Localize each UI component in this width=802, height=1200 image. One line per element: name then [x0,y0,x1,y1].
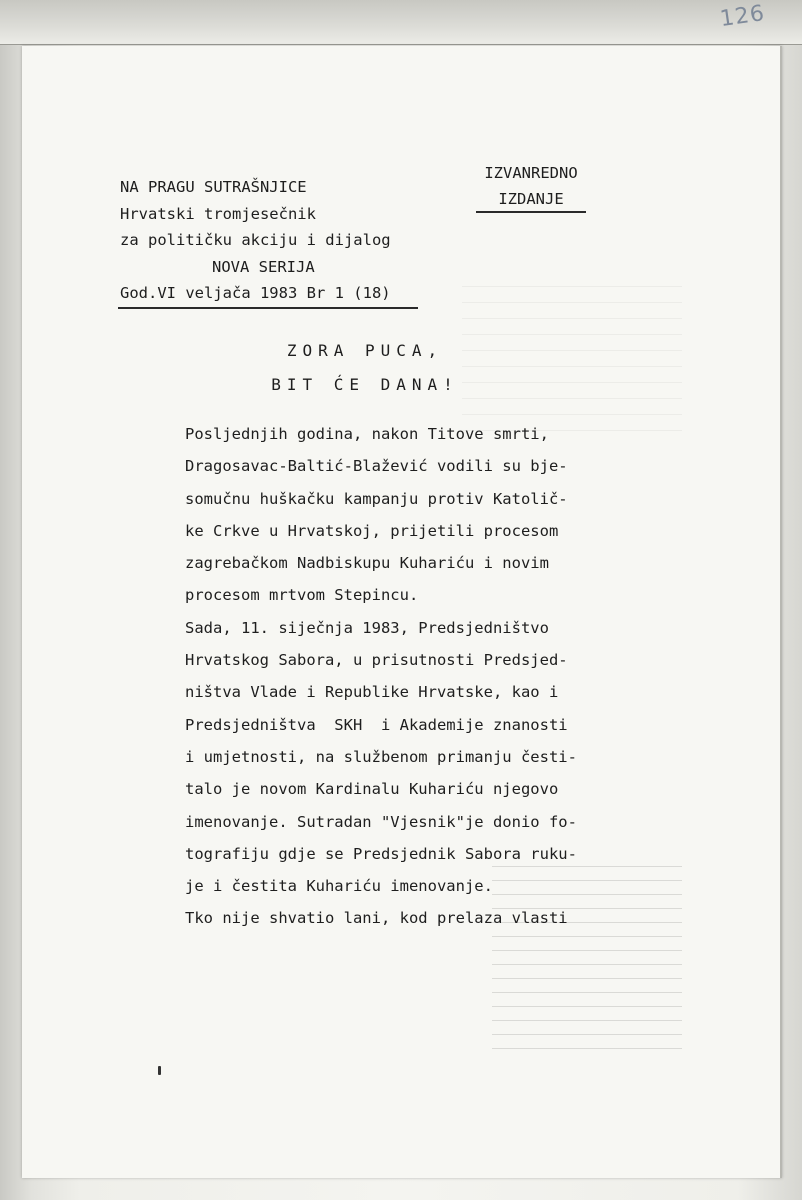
special-edition-line1: IZVANREDNO [484,164,578,182]
handwritten-page-number: 126 [718,0,767,33]
special-edition-line2: IZDANJE [498,190,564,208]
body-line: Predsjedništva SKH i Akademije znanosti [185,715,568,734]
special-edition-label [476,160,586,212]
body-line: Posljednjih godina, nakon Titove smrti, [185,425,549,443]
article-body [185,418,577,935]
underlying-sheet-edge [0,0,802,45]
body-line: i umjetnosti, na službenom primanju česti- [185,747,577,766]
body-line: je i čestita Kuhariću imenovanje. [185,877,493,896]
masthead-underline [118,307,418,309]
body-line: ništva Vlade i Republike Hrvatske, kao i [185,683,559,702]
article-headline [200,334,530,402]
series-label: NOVA SERIJA [212,257,315,276]
body-line: somučnu huškačku kampanju protiv Katolič- [185,489,568,508]
body-line: Sada, 11. siječnja 1983, Predsjedništvo [185,618,549,637]
publication-subtitle: Hrvatski tromjesečnik [120,204,316,223]
body-line: imenovanje. Sutradan "Vjesnik"je donio fo- [185,812,577,831]
body-line: Tko nije shvatio lani, kod prelaza vlasti [185,909,568,928]
issue-info: God.VI veljača 1983 Br 1 (18) [120,284,391,302]
body-line: zagrebačkom Nadbiskupu Kuhariću i novim [185,554,549,573]
body-line: tografiju gdje se Predsjednik Sabora ruku- [185,844,577,863]
body-line: procesom mrtvom Stepincu. [185,586,419,605]
body-line: Dragosavac-Baltić-Blažević vodili su bje- [185,457,568,476]
headline-line2: BIT ĆE DANA! [271,375,459,394]
body-line: Hrvatskog Sabora, u prisutnosti Predsjed- [185,651,568,670]
publication-tagline: za političku akciju i dijalog [120,231,391,249]
ink-speck [158,1066,161,1075]
headline-line1: ZORA PUCA, [286,341,444,360]
special-edition-underline [476,211,586,213]
body-line: ke Crkve u Hrvatskoj, prijetili procesom [185,521,559,540]
body-line: talo je novom Kardinalu Kuhariću njegovo [185,780,559,799]
publication-title: NA PRAGU SUTRAŠNJICE [120,178,307,196]
masthead [120,174,391,307]
